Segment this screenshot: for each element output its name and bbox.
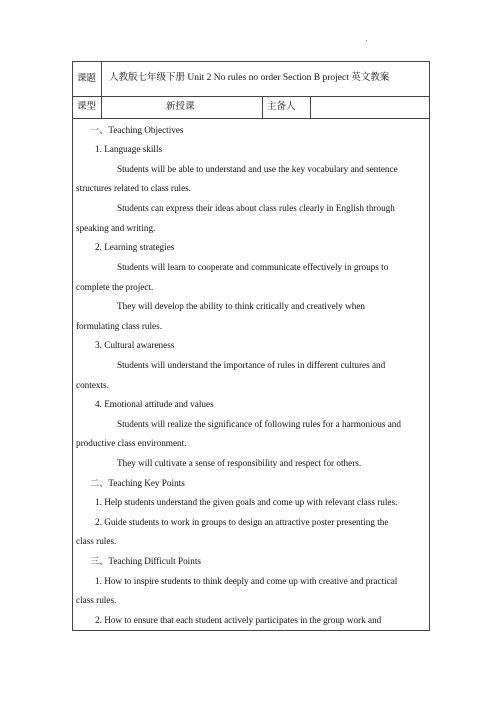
topic-value: 人教版七年级下册 Unit 2 No rules no order Section B project 英文教案 — [109, 73, 390, 83]
paragraph-line: class rules. — [76, 595, 117, 605]
lesson-plan-table — [72, 61, 430, 631]
paragraph-line: complete the project. — [76, 282, 154, 292]
paragraph-line: Students will realize the significance of following rules for a harmonious and — [117, 419, 401, 429]
heading-teaching-difficult-points: 三、Teaching Difficult Points — [90, 556, 201, 566]
paragraph-line: formulating class rules. — [76, 321, 162, 331]
column-divider — [101, 62, 102, 96]
paragraph-line: productive class environment. — [76, 438, 187, 448]
subheading-cultural-awareness: 3. Cultural awareness — [95, 340, 175, 350]
preparer-label: 主备人 — [267, 102, 296, 112]
paragraph-line: 2. How to ensure that each student actively participates in the group work and — [95, 615, 382, 625]
heading-teaching-key-points: 二、Teaching Key Points — [90, 478, 185, 488]
scan-mark — [366, 40, 367, 41]
paragraph-line: They will develop the ability to think critically and creatively when — [117, 301, 365, 311]
subheading-language-skills: 1. Language skills — [95, 144, 163, 154]
paragraph-line: Students will be able to understand and use the key vocabulary and sentence — [117, 164, 398, 174]
subheading-learning-strategies: 2. Learning strategies — [95, 242, 175, 252]
topic-row — [73, 62, 429, 97]
paragraph-line: speaking and writing. — [76, 223, 156, 233]
type-value: 新授课 — [166, 102, 195, 112]
column-divider — [262, 96, 263, 118]
lesson-content — [73, 118, 429, 630]
paragraph-line: contexts. — [76, 380, 109, 390]
paragraph-line: Students will understand the importance of rules in different cultures and — [117, 360, 386, 370]
heading-teaching-objectives: 一、Teaching Objectives — [90, 125, 184, 135]
paragraph-line: They will cultivate a sense of responsibility and respect for others. — [117, 458, 362, 468]
column-divider — [310, 96, 311, 118]
paragraph-line: Students can express their ideas about class rules clearly in English through — [117, 203, 395, 213]
column-divider — [101, 96, 102, 118]
paragraph-line: 1. Help students understand the given goals and come up with relevant class rules. — [95, 497, 398, 507]
paragraph-line: structures related to class rules. — [76, 183, 192, 193]
paragraph-line: 1. How to inspire students to think deeply and come up with creative and practical — [95, 576, 398, 586]
type-label: 课型 — [77, 102, 97, 112]
paragraph-line: Students will learn to cooperate and communicate effectively in groups to — [117, 262, 389, 272]
paragraph-line: 2. Guide students to work in groups to design an attractive poster presenting the — [95, 517, 389, 527]
topic-label: 课题 — [77, 74, 97, 84]
paragraph-line: class rules. — [76, 536, 117, 546]
type-row — [73, 96, 429, 119]
subheading-emotional-attitude: 4. Emotional attitude and values — [95, 399, 214, 409]
